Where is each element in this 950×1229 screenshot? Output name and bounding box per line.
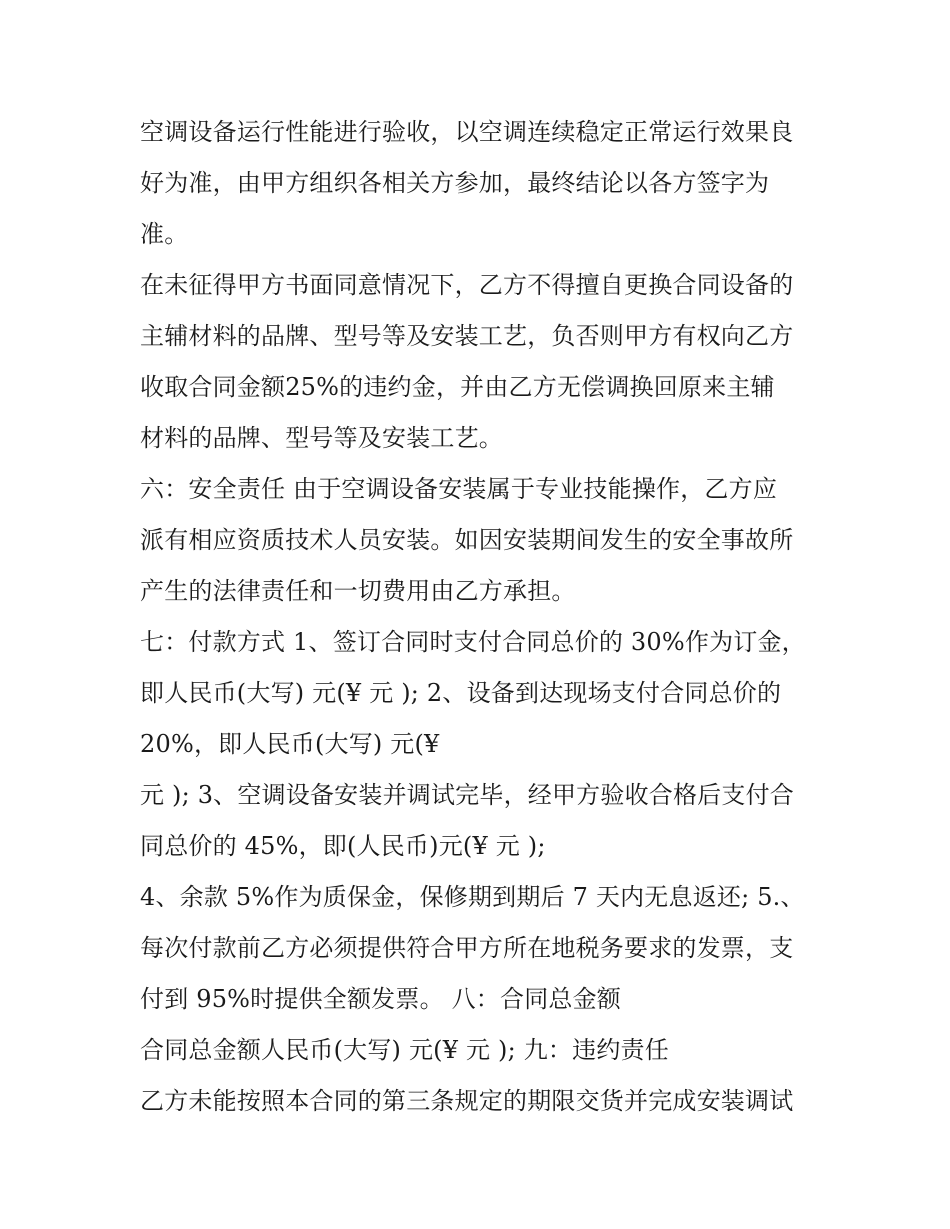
text-line: 乙方未能按照本合同的第三条规定的期限交货并完成安装调试	[140, 1087, 794, 1115]
text-line: 收取合同金额25%的违约金，并由乙方无偿调换回原来主辅	[140, 373, 775, 401]
text-line: 准。	[140, 220, 189, 248]
text-line: 在未征得甲方书面同意情况下，乙方不得擅自更换合同设备的	[140, 271, 794, 299]
text-line: 元 ); 3、空调设备安装并调试完毕，经甲方验收合格后支付合	[140, 781, 794, 809]
section-eight-heading-line: 付到 95%时提供全额发票。 八：合同总金额	[140, 985, 622, 1013]
text-line: 4、余款 5%作为质保金，保修期到期后 7 天内无息返还; 5.、	[140, 883, 805, 911]
text-line: 产生的法律责任和一切费用由乙方承担。	[140, 577, 576, 605]
text-line: 派有相应资质技术人员安装。如因安装期间发生的安全事故所	[140, 526, 794, 554]
section-six-heading-line: 六：安全责任 由于空调设备安装属于专业技能操作，乙方应	[140, 475, 778, 503]
text-line: 每次付款前乙方必须提供符合甲方所在地税务要求的发票，支	[140, 934, 794, 962]
contract-text-body	[140, 107, 840, 1127]
section-nine-heading-line: 合同总金额人民币(大写) 元(¥ 元 ); 九：违约责任	[140, 1036, 669, 1064]
text-line: 20%，即人民币(大写) 元(¥	[140, 730, 440, 758]
section-seven-heading-line: 七：付款方式 1、签订合同时支付合同总价的 30%作为订金，	[140, 628, 806, 656]
text-line: 同总价的 45%，即(人民币)元(¥ 元 );	[140, 832, 546, 860]
text-line: 空调设备运行性能进行验收，以空调连续稳定正常运行效果良	[140, 118, 794, 146]
text-line: 主辅材料的品牌、型号等及安装工艺，负否则甲方有权向乙方	[140, 322, 794, 350]
text-line: 材料的品牌、型号等及安装工艺。	[140, 424, 503, 452]
text-line: 即人民币(大写) 元(¥ 元 ); 2、设备到达现场支付合同总价的	[140, 679, 782, 707]
text-line: 好为准，由甲方组织各相关方参加，最终结论以各方签字为	[140, 169, 770, 197]
